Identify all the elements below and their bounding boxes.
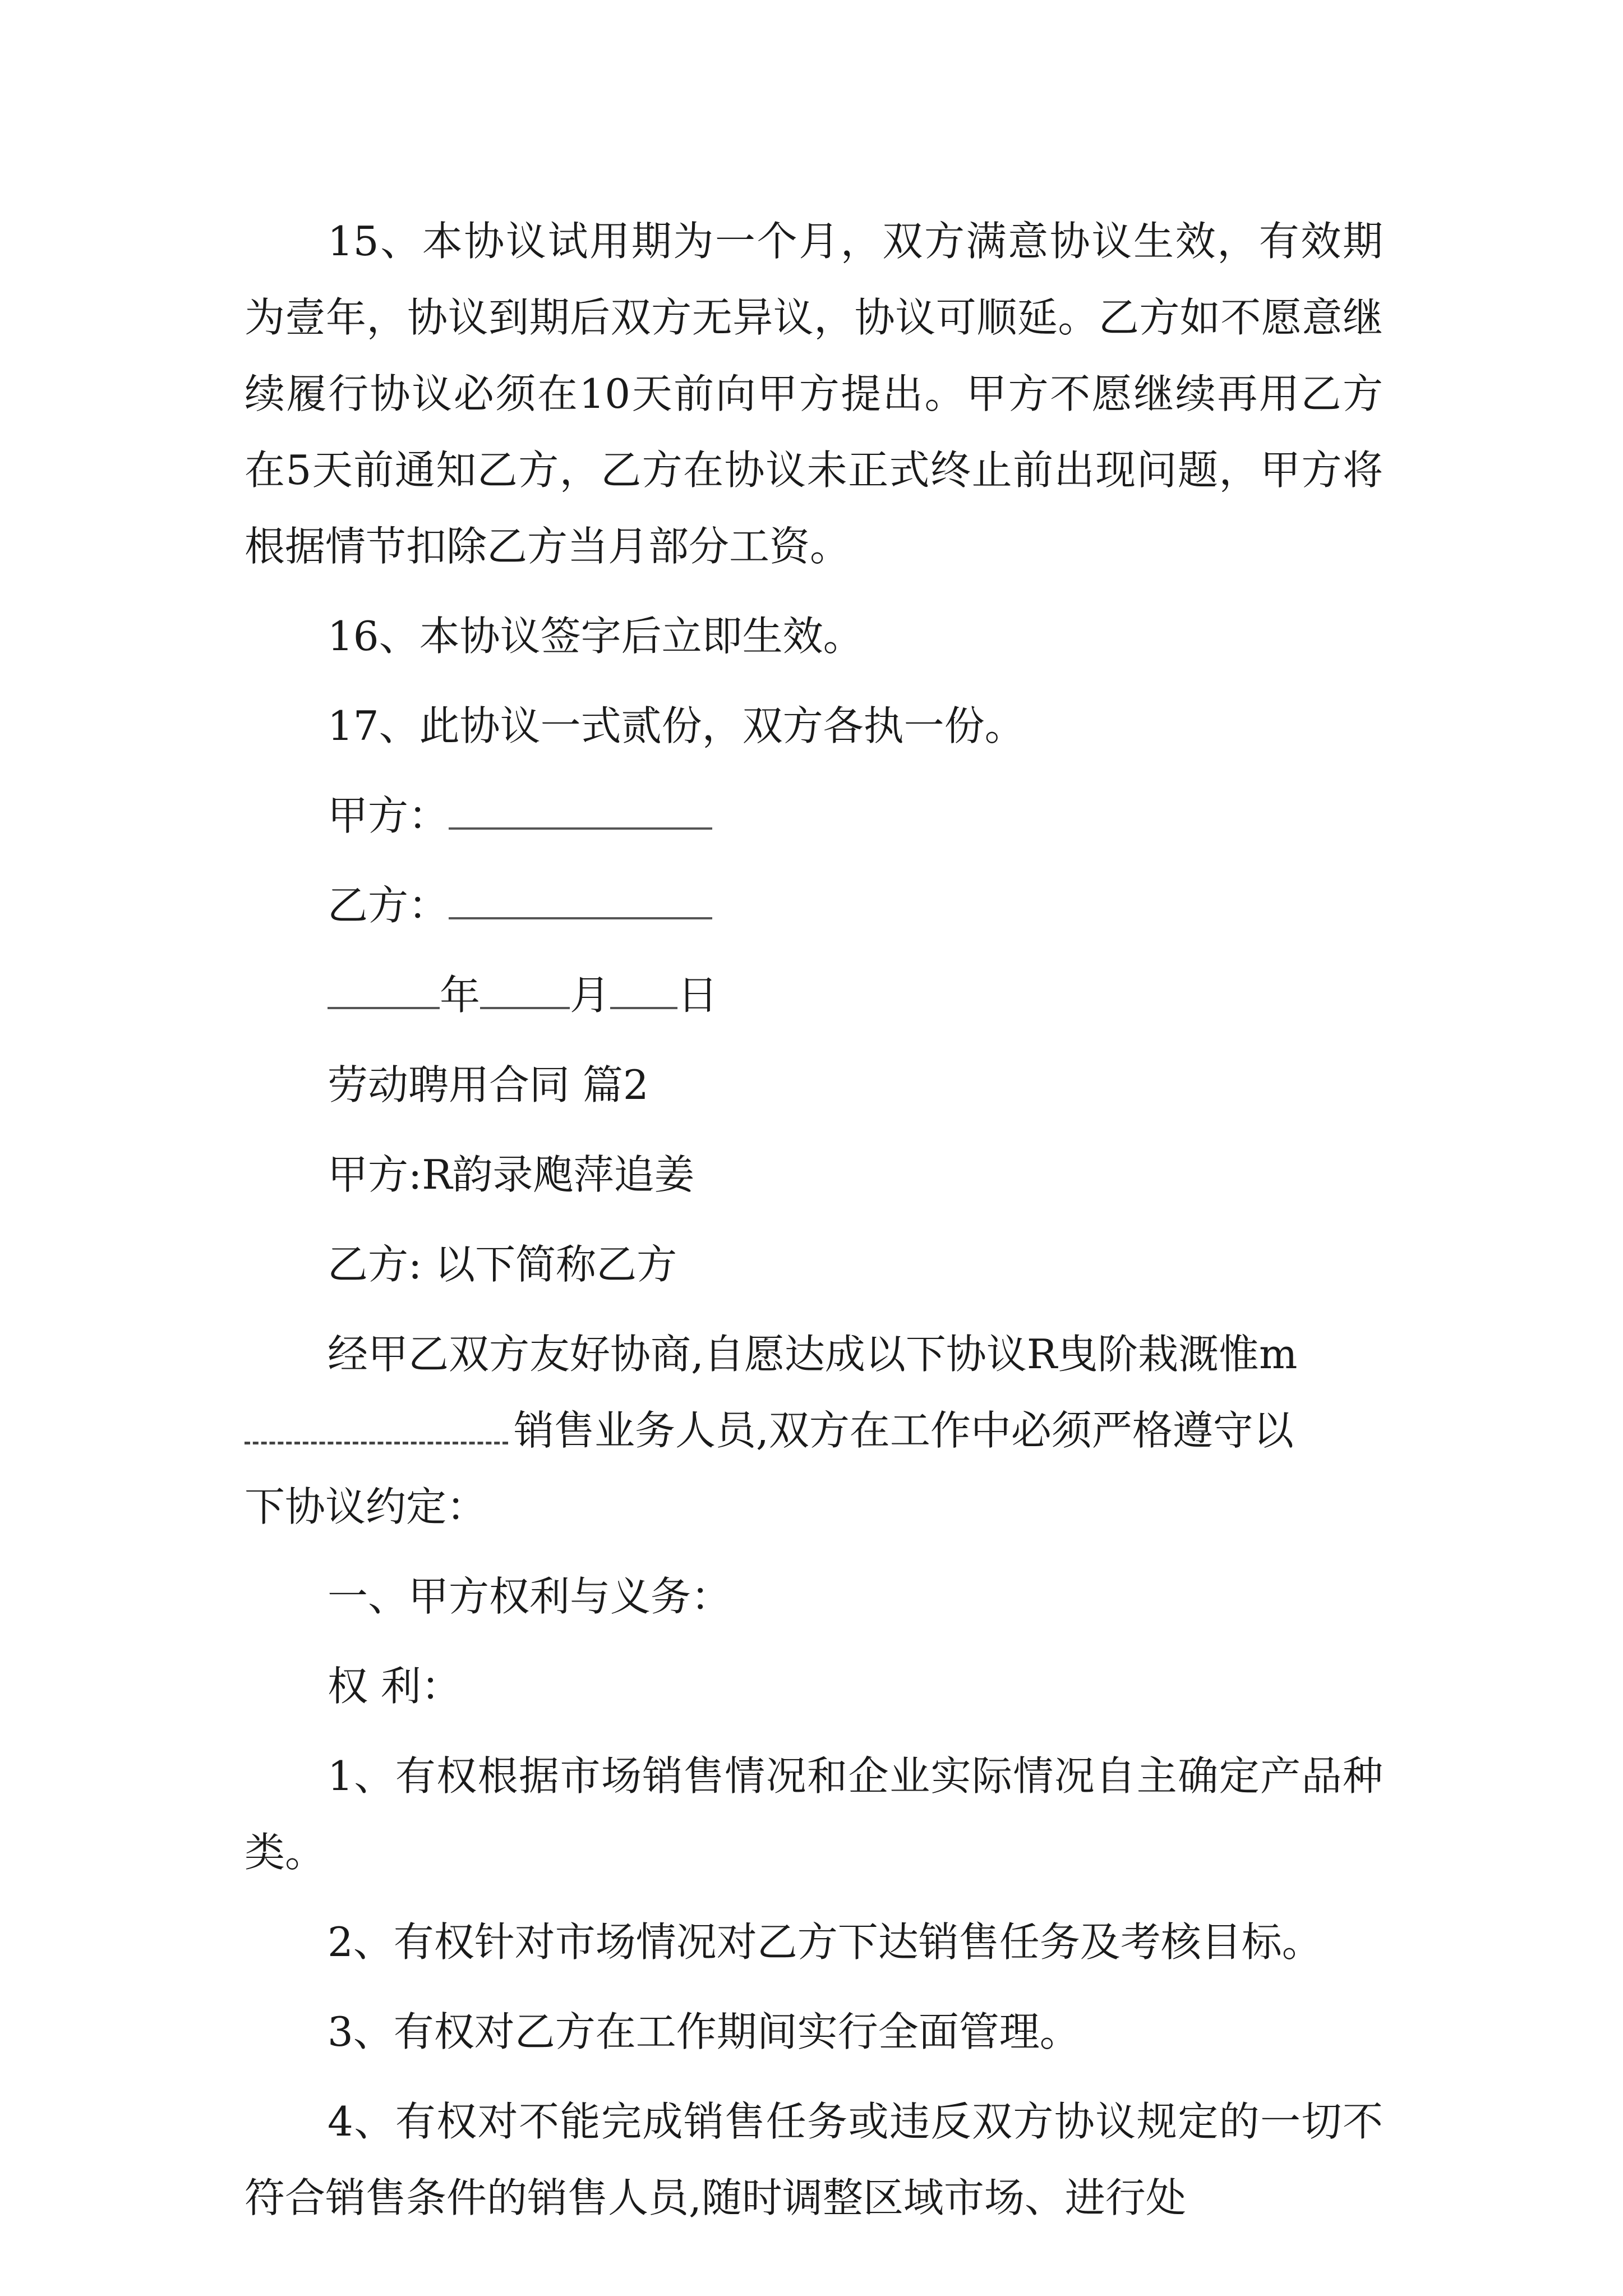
intro-dashed-blank [245, 1435, 508, 1444]
month-blank [480, 1001, 570, 1009]
date-line [245, 957, 1383, 1033]
right-item: 2、有权针对市场情况对乙方下达销售任务及考核目标。 [328, 1918, 1322, 1966]
party-b-signature-label: 乙方： [328, 882, 449, 929]
intro-line-1: 经甲乙双方友好协商,自愿达成以下协议R曳阶栽溉惟m [328, 1331, 1298, 1378]
heading-party-a-rights: 一、甲方权利与义务： [328, 1573, 732, 1620]
document-body [245, 203, 1383, 2249]
party-a-signature-label: 甲方： [328, 792, 449, 839]
month-label: 月 [570, 972, 611, 1019]
clause-16: 16、本协议签字后立即生效。 [328, 613, 864, 660]
party-b-signature-blank [449, 912, 712, 919]
rights-label: 权 利： [328, 1663, 462, 1710]
right-item: 4、有权对不能完成销售任务或违反双方协议规定的一切不符合销售条件的销售人员,随时调整区域市场、进行处 [245, 2098, 1383, 2221]
clause-17: 17、此协议一式贰份，双方各执一份。 [328, 702, 1025, 749]
day-label: 日 [677, 972, 718, 1019]
year-blank [328, 1001, 440, 1009]
right-item: 3、有权对乙方在工作期间实行全面管理。 [328, 2008, 1080, 2055]
year-label: 年 [440, 972, 481, 1019]
day-blank [610, 1001, 677, 1009]
party-a-line: 甲方:R韵录飑萍追姜 [328, 1151, 695, 1198]
section-title: 劳动聘用合同 篇2 [328, 1061, 649, 1108]
intro-paragraph [245, 1316, 1383, 1545]
party-b-signature-line [245, 867, 1383, 944]
intro-line-2-text: 销售业务人员,双方在工作中必须严格遵守以 [514, 1407, 1294, 1454]
intro-line-2 [245, 1392, 1383, 1469]
intro-line-3: 下协议约定： [245, 1483, 487, 1530]
party-a-signature-line [245, 777, 1383, 854]
party-b-line: 乙方: 以下简称乙方 [328, 1241, 677, 1288]
party-a-signature-blank [449, 822, 712, 830]
right-item: 1、有权根据市场销售情况和企业实际情况自主确定产品种类。 [245, 1752, 1383, 1876]
clause-15: 15、本协议试用期为一个月，双方满意协议生效，有效期为壹年，协议到期后双方无异议，协议可顺延。乙方如不愿意继续履行协议必须在10天前向甲方提出。甲方不愿继续再用乙方在5天前通知乙方，乙方在协议未正式终止前出现问题，甲方将根据情节扣除乙方当月部分工资。 [245, 218, 1383, 570]
